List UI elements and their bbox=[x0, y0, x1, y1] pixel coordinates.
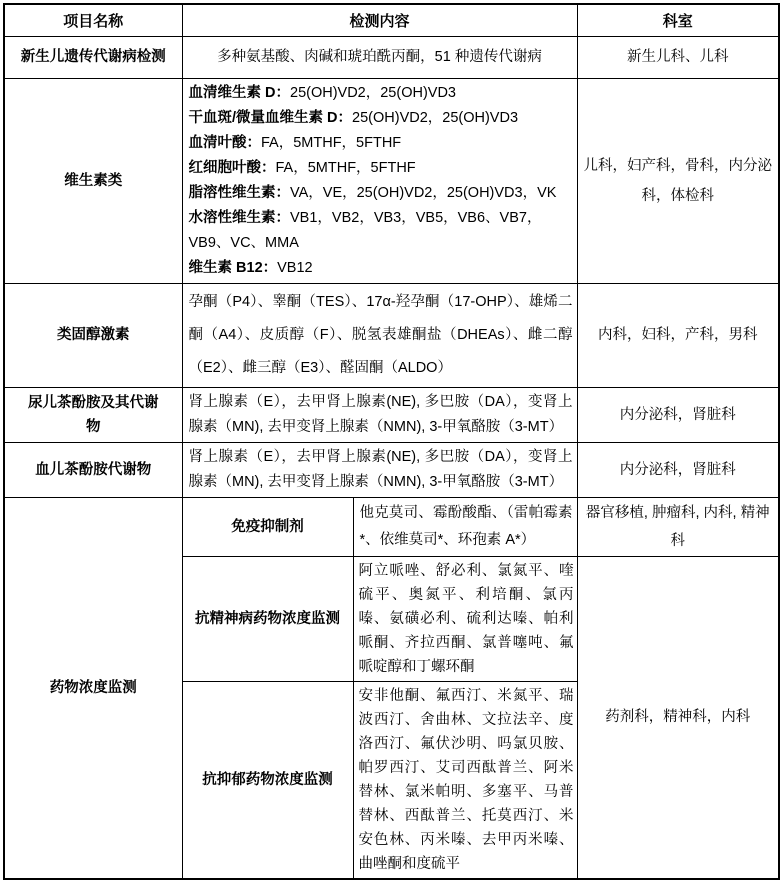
steroids-content: 孕酮（P4）、睾酮（TES）、17α-羟孕酮（17-OHP）、雄烯二酮（A4）、皮质醇（F）、脱氢表雄酮盐（DHEAs）、雌二醇（E2）、雌三醇（E3）、醛固酮（ALDO） bbox=[182, 283, 577, 387]
vitamin-line-prefix: 红细胞叶酸： bbox=[188, 159, 276, 176]
steroids-department: 内科，妇科，产科，男科 bbox=[577, 283, 779, 387]
vitamin-line-prefix: 血清维生素 D： bbox=[188, 84, 290, 101]
table-row bbox=[4, 78, 779, 283]
table-row bbox=[4, 36, 779, 78]
table-row bbox=[4, 387, 779, 442]
header-department: 科室 bbox=[577, 4, 779, 36]
table-row bbox=[4, 497, 779, 556]
vitamin-line-prefix: 水溶性维生素： bbox=[188, 209, 290, 226]
newborn-screening-name: 新生儿遗传代谢病检测 bbox=[4, 36, 182, 78]
newborn-screening-content: 多种氨基酸、肉碱和琥珀酰丙酮，51 种遗传代谢病 bbox=[182, 36, 577, 78]
vitamin-line-prefix: 脂溶性维生素： bbox=[188, 184, 290, 201]
antipsychotics-label: 抗精神病药物浓度监测 bbox=[182, 556, 353, 681]
vitamin-line bbox=[189, 131, 573, 156]
vitamin-line-prefix: 血清叶酸： bbox=[188, 134, 261, 151]
header-project-name: 项目名称 bbox=[4, 4, 182, 36]
immunosuppressants-content: 他克莫司、霉酚酸酯、（雷帕霉素*、依维莫司*、环孢素 A*） bbox=[353, 497, 577, 556]
vitamin-line-prefix: 干血斑/微量血维生素 D： bbox=[188, 109, 353, 126]
vitamin-line-rest: VA，VE，25(OH)VD2，25(OH)VD3，VK bbox=[290, 184, 557, 201]
vitamin-line-rest: FA，5MTHF，5FTHF bbox=[261, 134, 402, 151]
test-items-table bbox=[3, 3, 780, 880]
newborn-screening-department: 新生儿科、儿科 bbox=[577, 36, 779, 78]
immunosuppressants-department: 器官移植, 肿瘤科, 内科, 精神科 bbox=[577, 497, 779, 556]
vitamin-line bbox=[189, 206, 573, 256]
table-header-row bbox=[4, 4, 779, 36]
vitamin-line bbox=[189, 256, 573, 281]
vitamin-line-rest: 25(OH)VD2，25(OH)VD3 bbox=[290, 84, 456, 101]
vitamin-line bbox=[189, 181, 573, 206]
psych-drugs-department: 药剂科，精神科，内科 bbox=[577, 556, 779, 879]
vitamin-line bbox=[189, 81, 573, 106]
vitamin-line-rest: FA，5MTHF，5FTHF bbox=[275, 159, 416, 176]
table-row bbox=[4, 442, 779, 497]
antidepressants-content: 安非他酮、氟西汀、米氮平、瑞波西汀、舍曲林、文拉法辛、度洛西汀、氟伏沙明、吗氯贝胺、帕罗西汀、艾司西酞普兰、阿米替林、氯米帕明、多塞平、马普替林、西酞普兰、托莫西汀、米安色林、丙米嗪、去甲丙米嗪、曲唑酮和度硫平 bbox=[353, 681, 577, 879]
blood-catecholamines-department: 内分泌科，肾脏科 bbox=[577, 442, 779, 497]
urine-catecholamines-content: 肾上腺素（E），去甲肾上腺素(NE), 多巴胺（DA），变肾上腺素（MN), 去甲变肾上腺素（NMN), 3-甲氧酪胺（3-MT） bbox=[182, 387, 577, 442]
immunosuppressants-label: 免疫抑制剂 bbox=[182, 497, 353, 556]
blood-catecholamines-name: 血儿茶酚胺代谢物 bbox=[4, 442, 182, 497]
antidepressants-label: 抗抑郁药物浓度监测 bbox=[182, 681, 353, 879]
antipsychotics-content: 阿立哌唑、舒必利、氯氮平、喹硫平、奥氮平、利培酮、氯丙嗪、氨磺必利、硫利达嗪、帕利哌酮、齐拉西酮、氯普噻吨、氟哌啶醇和丁螺环酮 bbox=[353, 556, 577, 681]
vitamins-name: 维生素类 bbox=[4, 78, 182, 283]
vitamin-line-prefix: 维生素 B12： bbox=[188, 259, 278, 276]
vitamins-content bbox=[182, 78, 577, 283]
blood-catecholamines-content: 肾上腺素（E），去甲肾上腺素(NE), 多巴胺（DA），变肾上腺素（MN), 去甲变肾上腺素（NMN), 3-甲氧酪胺（3-MT） bbox=[182, 442, 577, 497]
vitamin-line-rest: VB1，VB2，VB3，VB5，VB6、VB7，VB9、VC、MMA bbox=[188, 209, 542, 251]
table-row bbox=[4, 283, 779, 387]
header-test-content: 检测内容 bbox=[182, 4, 577, 36]
urine-catecholamines-department: 内分泌科，肾脏科 bbox=[577, 387, 779, 442]
vitamin-line bbox=[189, 156, 573, 181]
vitamin-line-rest: VB12 bbox=[277, 259, 313, 276]
urine-catecholamines-name: 尿儿茶酚胺及其代谢物 bbox=[4, 387, 182, 442]
vitamins-department: 儿科，妇产科，骨科，内分泌科，体检科 bbox=[577, 78, 779, 283]
steroids-name: 类固醇激素 bbox=[4, 283, 182, 387]
vitamin-line bbox=[189, 106, 573, 131]
drug-monitoring-name: 药物浓度监测 bbox=[4, 497, 182, 879]
vitamin-line-rest: 25(OH)VD2，25(OH)VD3 bbox=[352, 109, 519, 126]
